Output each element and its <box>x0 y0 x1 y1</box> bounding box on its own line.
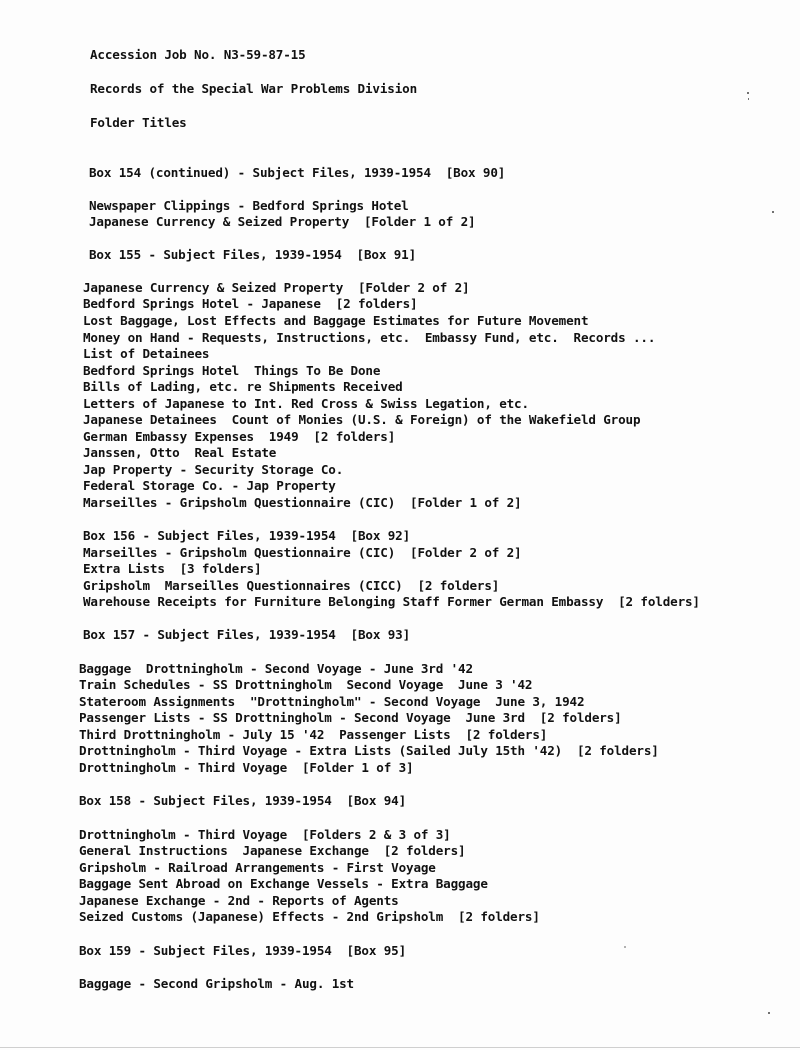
list-item: Letters of Japanese to Int. Red Cross & Swiss Legation, etc. <box>83 396 529 411</box>
scan-speck <box>772 211 774 213</box>
list-item: Japanese Currency & Seized Property [Folder 1 of 2] <box>89 214 476 229</box>
list-item: Drottningholm - Third Voyage [Folder 1 of 3] <box>79 760 414 775</box>
list-item: Passenger Lists - SS Drottningholm - Second Voyage June 3rd [2 folders] <box>79 710 622 725</box>
list-item: Baggage Drottningholm - Second Voyage - June 3rd '42 <box>79 661 473 676</box>
list-item: Newspaper Clippings - Bedford Springs Hotel <box>89 198 409 213</box>
list-item: Train Schedules - SS Drottningholm Second Voyage June 3 '42 <box>79 677 533 692</box>
records-title: Records of the Special War Problems Division <box>90 81 418 96</box>
list-item: Seized Customs (Japanese) Effects - 2nd Gripsholm [2 folders] <box>79 909 540 924</box>
scan-speck <box>747 92 749 94</box>
list-item: Marseilles - Gripsholm Questionnaire (CIC) [Folder 1 of 2] <box>83 495 522 510</box>
list-item: Japanese Currency & Seized Property [Folder 2 of 2] <box>83 280 470 295</box>
list-item: Bills of Lading, etc. re Shipments Received <box>83 379 403 394</box>
box-158-heading: Box 158 - Subject Files, 1939-1954 [Box 94] <box>79 793 407 808</box>
list-item: Lost Baggage, Lost Effects and Baggage Estimates for Future Movement <box>83 313 589 328</box>
list-item: Bedford Springs Hotel Things To Be Done <box>83 363 381 378</box>
list-item: Baggage - Second Gripsholm - Aug. 1st <box>79 976 354 991</box>
scan-speck <box>624 946 626 948</box>
list-item: Marseilles - Gripsholm Questionnaire (CIC) [Folder 2 of 2] <box>83 545 522 560</box>
list-item: Bedford Springs Hotel - Japanese [2 folders] <box>83 296 418 311</box>
list-item: Federal Storage Co. - Jap Property <box>83 478 336 493</box>
scan-speck <box>768 1012 770 1014</box>
list-item: General Instructions Japanese Exchange [2 folders] <box>79 843 466 858</box>
list-item: Drottningholm - Third Voyage [Folders 2 & 3 of 3] <box>79 827 451 842</box>
box-156-heading: Box 156 - Subject Files, 1939-1954 [Box 92] <box>83 528 411 543</box>
list-item: Extra Lists [3 folders] <box>83 561 262 576</box>
scan-speck <box>748 98 749 100</box>
box-157-heading: Box 157 - Subject Files, 1939-1954 [Box 93] <box>83 627 411 642</box>
list-item: List of Detainees <box>83 346 210 361</box>
list-item: Janssen, Otto Real Estate <box>83 445 277 460</box>
box-159-heading: Box 159 - Subject Files, 1939-1954 [Box 95] <box>79 943 407 958</box>
list-item: Stateroom Assignments "Drottningholm" - Second Voyage June 3, 1942 <box>79 694 585 709</box>
list-item: Japanese Detainees Count of Monies (U.S. & Foreign) of the Wakefield Group <box>83 412 641 427</box>
box-154-heading: Box 154 (continued) - Subject Files, 1939-1954 [Box 90] <box>89 165 506 180</box>
box-155-heading: Box 155 - Subject Files, 1939-1954 [Box 91] <box>89 247 417 262</box>
list-item: Gripsholm - Railroad Arrangements - First Voyage <box>79 860 436 875</box>
list-item: Third Drottningholm - July 15 '42 Passenger Lists [2 folders] <box>79 727 548 742</box>
list-item: Japanese Exchange - 2nd - Reports of Agents <box>79 893 399 908</box>
folder-titles-heading: Folder Titles <box>90 115 187 130</box>
list-item: Warehouse Receipts for Furniture Belonging Staff Former German Embassy [2 folders] <box>83 594 700 609</box>
list-item: Jap Property - Security Storage Co. <box>83 462 344 477</box>
list-item: Baggage Sent Abroad on Exchange Vessels - Extra Baggage <box>79 876 488 891</box>
accession-number: Accession Job No. N3-59-87-15 <box>90 47 306 62</box>
scan-edge-line <box>0 1047 800 1048</box>
list-item: German Embassy Expenses 1949 [2 folders] <box>83 429 396 444</box>
list-item: Money on Hand - Requests, Instructions, etc. Embassy Fund, etc. Records ... <box>83 330 656 345</box>
list-item: Gripsholm Marseilles Questionnaires (CICC) [2 folders] <box>83 578 500 593</box>
list-item: Drottningholm - Third Voyage - Extra Lists (Sailed July 15th '42) [2 folders] <box>79 743 659 758</box>
